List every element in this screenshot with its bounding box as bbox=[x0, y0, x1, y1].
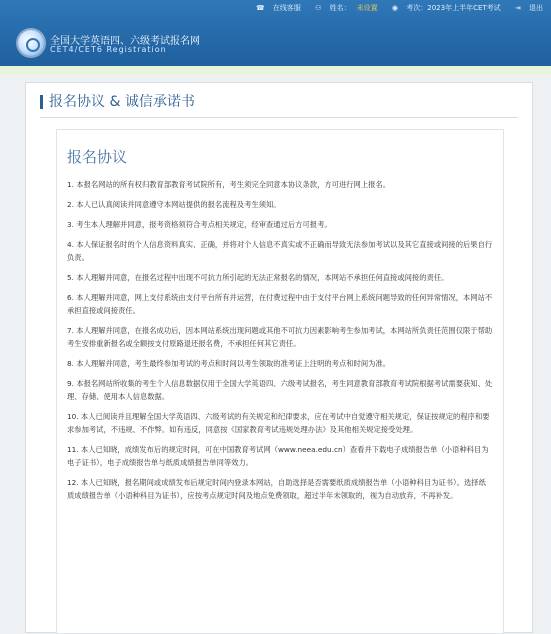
user-name-info bbox=[309, 4, 378, 12]
agreement-clauses bbox=[67, 178, 493, 509]
logout-label: 退出 bbox=[529, 4, 543, 12]
agreement-card bbox=[56, 129, 504, 634]
service-label: 在线客服 bbox=[272, 4, 301, 12]
agreement-title: 报名协议 bbox=[67, 148, 128, 166]
clause-7: 7. 本人理解并同意，在报名成功后，因本网站系统出现问题或其他不可抗力因素影响考生参加考试，本网站所负责任范围仅限于帮助考生安排重新报名或全额按支付原路退还报名费，不承担任何其它责任。 bbox=[67, 326, 493, 348]
clause-4: 4. 本人保证报名时的个人信息资料真实、正确，并将对个人信息不真实或不正确而导致无法参加考试以及其它直接或间接的后果自行负责。 bbox=[67, 240, 493, 262]
logo-title-cn: 全国大学英语四、六级考试报名网 bbox=[50, 36, 200, 47]
logout-icon: ⇥ bbox=[514, 4, 521, 12]
name-label: 姓名： bbox=[329, 4, 351, 12]
logo-emblem-icon bbox=[18, 30, 44, 56]
logo-title-en: CET4/CET6 Registration bbox=[50, 45, 167, 54]
exam-info bbox=[386, 4, 501, 12]
clause-6: 6. 本人理解并同意，网上支付系统由支付平台所有并运营，在付费过程中由于支付平台网上系统问题导致的任何异常情况，本网站不承担直接或间接责任。 bbox=[67, 293, 493, 315]
service-link[interactable] bbox=[250, 4, 301, 12]
page-title: 报名协议 & 诚信承诺书 bbox=[40, 95, 195, 109]
title-divider bbox=[40, 117, 518, 118]
exam-label: 考次：2023年上半年CET考试 bbox=[406, 4, 501, 12]
clause-10: 10. 本人已阅读并且理解全国大学英语四、六级考试的有关规定和纪律要求，应在考试中自觉遵守相关规定，保证按规定的程序和要求参加考试，不违规、不作弊。如有违反，同意按《国家教育考试违规处理办法》及其他相关规定接受处理。 bbox=[67, 412, 490, 434]
clause-3: 3. 考生本人理解并同意，报考资格须符合考点相关规定，经审查通过后方可报考。 bbox=[67, 220, 332, 229]
site-header bbox=[0, 0, 551, 66]
header-stripe bbox=[0, 66, 551, 74]
clause-8: 8. 本人理解并同意，考生最终参加考试的考点和时间以考生领取的准考证上注明的考点和时间为准。 bbox=[67, 359, 391, 368]
clause-11: 11. 本人已知晓，成绩发布后的规定时间，可在中国教育考试网（www.neea.edu.cn）查看并下载电子成绩报告单（小语种科目为电子证书），电子成绩报告单与纸质成绩报告单同等效力。 bbox=[67, 445, 489, 467]
user-icon: ⚇ bbox=[315, 4, 322, 12]
headset-icon: ☎ bbox=[255, 4, 265, 12]
clause-1: 1. 本报名网站的所有权归教育部教育考试院所有，考生须完全同意本协议条款，方可进行网上报名。 bbox=[67, 180, 391, 189]
clause-9: 9. 本报名网站所收集的考生个人信息数据仅用于全国大学英语四、六级考试报名，考生同意教育部教育考试院根据考试需要获知、处理、存储、使用本人信息数据。 bbox=[67, 379, 493, 401]
clause-5: 5. 本人理解并同意，在报名过程中出现不可抗力所引起的无法正常报名的情况，本网站不承担任何直接或间接的责任。 bbox=[67, 273, 449, 282]
logout-link[interactable] bbox=[509, 4, 543, 12]
exam-icon: ◉ bbox=[391, 4, 399, 12]
clause-2: 2. 本人已认真阅读并同意遵守本网站提供的报名流程及考生须知。 bbox=[67, 200, 281, 209]
main-panel bbox=[25, 82, 533, 633]
clause-12: 12. 本人已知晓，报名期间或成绩发布后规定时间内登录本网站，自助选择是否需要纸质成绩报告单（小语种科目为证书）。选择纸质成绩报告单（小语种科目为证书），应按考点规定时间及地点免费领取，超过半年未领取的，视为自动放弃，不再补发。 bbox=[67, 478, 486, 500]
top-bar bbox=[244, 0, 543, 16]
name-value: 未设置 bbox=[356, 4, 378, 12]
